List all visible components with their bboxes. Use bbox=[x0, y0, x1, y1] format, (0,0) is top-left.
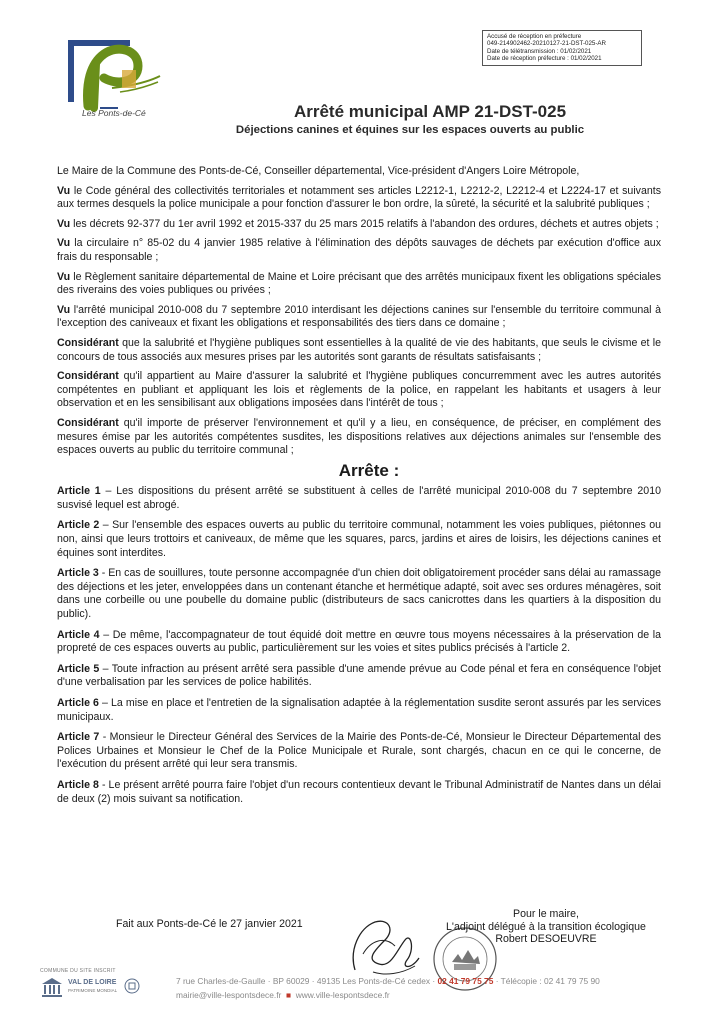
signature-role: L'adjoint délégué à la transition écologique bbox=[446, 920, 646, 933]
stamp-line: Accusé de réception en préfecture bbox=[487, 33, 582, 40]
article-text: – Sur l'ensemble des espaces ouverts au public du territoire communal, notamment les voies publiques, piétonnes ou non, ainsi que leurs trottoirs et caniveaux, de même que les squares, parcs, jardins et aires de loisirs, les déjections canines et équines sont interdites. bbox=[57, 519, 662, 559]
article-text: – Les dispositions du présent arrêté se substituent à celles de l'arrêté municipal 2010-008 du 7 septembre 2010 susvisé lequel est abrogé. bbox=[57, 485, 661, 511]
document-body bbox=[57, 165, 661, 813]
article-paragraph bbox=[57, 663, 661, 690]
article-paragraph bbox=[57, 629, 661, 656]
visa-lead: Vu bbox=[57, 303, 71, 316]
article-paragraph bbox=[57, 697, 661, 724]
considerant-lead: Considérant bbox=[57, 416, 119, 429]
article-lead: Article 5 bbox=[57, 662, 100, 675]
article-paragraph bbox=[57, 519, 661, 560]
footer-email[interactable]: mairie@ville-lespontsdece.fr bbox=[176, 990, 282, 1000]
square-bullet-icon: ■ bbox=[283, 990, 294, 1000]
visa-paragraph bbox=[57, 237, 661, 264]
logo-caption: Les Ponts-de-Cé bbox=[82, 108, 146, 118]
footer-contact-line bbox=[176, 990, 390, 1000]
signature-for-mayor: Pour le maire, bbox=[513, 908, 579, 920]
val-de-loire-badge bbox=[40, 968, 150, 1004]
signature-name: Robert DESOEUVRE bbox=[495, 933, 597, 945]
considerant-text: que la salubrité et l'hygiène publiques sont essentielles à la qualité de vie des habitants, que seuls le civisme et le concours de tous associés aux mesures prises par les autorités sont garants de résultats satisfaisants ; bbox=[57, 336, 661, 363]
unesco-temple-icon bbox=[40, 976, 64, 998]
visa-paragraph bbox=[57, 218, 661, 232]
visa-text: l'arrêté municipal 2010-008 du 7 septembre 2010 interdisant les déjections canines sur l'ensemble du territoire communal à l'exception des caniveaux et fixant les obligations et responsabilités des tiers dans ce domaine ; bbox=[57, 303, 661, 330]
visa-paragraph bbox=[57, 304, 661, 331]
visa-text: les décrets 92-377 du 1er avril 1992 et 2015-337 du 25 mars 2015 relatifs à l'abandon des ordures, déchets et autres objets ; bbox=[70, 217, 659, 230]
visa-text: la circulaire n° 85-02 du 4 janvier 1985 relative à l'élimination des dépôts sauvages de déchets par exécution d'office aux frais du responsable ; bbox=[57, 237, 661, 263]
visa-paragraph bbox=[57, 271, 661, 298]
signature-block bbox=[428, 908, 664, 946]
preamble: Le Maire de la Commune des Ponts-de-Cé, Conseiller départemental, Vice-président d'Angers Loire Métropole, bbox=[57, 165, 580, 177]
stamp-line: Date de télétransmission : 01/02/2021 bbox=[487, 47, 592, 55]
badge-sub: PATRIMOINE MONDIAL bbox=[68, 988, 118, 993]
article-text: – La mise en place et l'entretien de la signalisation adaptée à la réglementation susdite seront assurés par les services municipaux. bbox=[57, 697, 661, 723]
heritage-emblem-icon bbox=[124, 978, 140, 994]
visa-text: le Règlement sanitaire départemental de Maine et Loire précisant que des arrêtés municipaux fixent les obligations spéciales des riverains des voies publiques ou privées ; bbox=[57, 270, 661, 297]
article-text: – Toute infraction au présent arrêté sera passible d'une amende prévue au Code pénal et fera en conséquence l'objet d'une verbalisation par les services de police habilités. bbox=[57, 662, 661, 689]
article-paragraph bbox=[57, 779, 661, 806]
badge-name: VAL DE LOIRE bbox=[68, 979, 117, 986]
page-title: Arrêté municipal AMP 21-DST-025 bbox=[293, 102, 567, 121]
handwritten-signature bbox=[345, 910, 425, 982]
badge-top-text: COMMUNE DU SITE INSCRIT bbox=[40, 968, 116, 974]
town-logo bbox=[60, 36, 180, 148]
article-lead: Article 8 bbox=[57, 778, 99, 791]
article-lead: Article 3 bbox=[57, 567, 99, 580]
article-text: - En cas de souillures, toute personne accompagnée d'un chien doit obligatoirement procéder sans délai au ramassage des déjections et les jeter, enveloppées dans un contenant étanche et hermétique adapté, soit avec ses ordures ménagères, soit dans une corbeille ou une poubelle du domaine public (distributeurs de sacs canicrottes dans les quartiers à la disposition du public). bbox=[57, 567, 661, 621]
stamp-line: Date de réception préfecture : 01/02/2021 bbox=[487, 55, 602, 63]
visa-paragraph bbox=[57, 185, 661, 212]
place-date-line: Fait aux Ponts-de-Cé le 27 janvier 2021 bbox=[116, 918, 303, 930]
article-lead: Article 1 bbox=[57, 485, 101, 498]
article-lead: Article 7 bbox=[57, 731, 100, 744]
articles-list bbox=[57, 485, 661, 806]
considerant-lead: Considérant bbox=[57, 336, 119, 349]
prefecture-receipt-stamp bbox=[482, 30, 642, 66]
stamp-line: 049-214902462-20210127-21-DST-025-AR bbox=[487, 40, 607, 48]
article-paragraph bbox=[57, 485, 661, 512]
visa-lead: Vu bbox=[57, 184, 71, 197]
considerant-paragraph bbox=[57, 417, 661, 458]
footer-address-line bbox=[176, 976, 600, 986]
considerant-paragraph bbox=[57, 370, 661, 411]
considerant-paragraph bbox=[57, 337, 661, 364]
article-text: - Monsieur le Directeur Général des Services de la Mairie des Ponts-de-Cé, Monsieur le Directeur Départemental des Polices Urbaines et Monsieur le Chef de la Police Municipale et Rurale, sont chargés, chacun en ce qui le concerne, de l'exécution du présent arrêté qui leur sera transmis. bbox=[57, 731, 661, 771]
article-text: – De même, l'accompagnateur de tout équidé doit mettre en œuvre tous moyens nécessaires à la préservation de la propreté de ces espaces ouverts au public, particulièrement sur les voies et sites publics précisés à l'article 2. bbox=[57, 628, 662, 655]
visa-lead: Vu bbox=[57, 237, 71, 250]
article-text: - Le présent arrêté pourra faire l'objet d'un recours contentieux devant le Tribunal Administratif de Nantes dans un délai de deux (2) mois suivant sa notification. bbox=[57, 778, 661, 805]
arrete-heading: Arrête : bbox=[338, 460, 400, 480]
considerant-text: qu'il appartient au Maire d'assurer la salubrité et l'hygiène publiques concurremment avec les autres autorités compétentes en publiant et appliquant les lois et règlements de la police, en rappelant les habitants et usagers à leur observation et en les sensibilisant aux obligations imposées dans l'intérêt de tous ; bbox=[57, 370, 661, 410]
article-lead: Article 2 bbox=[57, 519, 100, 532]
considerant-lead: Considérant bbox=[57, 370, 119, 383]
visa-text: le Code général des collectivités territoriales et notamment ses articles L2212-1, L2212-2, L2212-4 et L2224-17 et suivants aux termes desquels la police municipale a pour fonction d'assurer le bon ordre, la sûreté, la sécurité et la salubrité publiques ; bbox=[57, 184, 661, 211]
considerant-text: qu'il importe de préserver l'environnement et qu'il y a lieu, en conséquence, de préciser, en complément des mesures émise par les autorités compétentes susdites, les dispositions relatives aux déjections animales sur l'ensemble des espaces ouverts au public du territoire communal ; bbox=[57, 416, 661, 457]
footer-phone: 02 41 79 75 75 bbox=[437, 976, 494, 986]
article-paragraph bbox=[57, 567, 661, 621]
article-lead: Article 4 bbox=[57, 628, 100, 641]
article-paragraph bbox=[57, 731, 661, 772]
footer-website[interactable]: www.ville-lespontsdece.fr bbox=[295, 990, 390, 1000]
visa-lead: Vu bbox=[57, 217, 71, 230]
page-subtitle: Déjections canines et équines sur les espaces ouverts au public bbox=[235, 124, 585, 136]
footer-fax: · Télécopie : 02 41 79 75 90 bbox=[493, 976, 600, 986]
footer-address: 7 rue Charles-de-Gaulle · BP 60029 · 49135 Les Ponts-de-Cé cedex · bbox=[176, 976, 438, 986]
article-lead: Article 6 bbox=[57, 697, 99, 709]
visa-lead: Vu bbox=[57, 270, 71, 283]
